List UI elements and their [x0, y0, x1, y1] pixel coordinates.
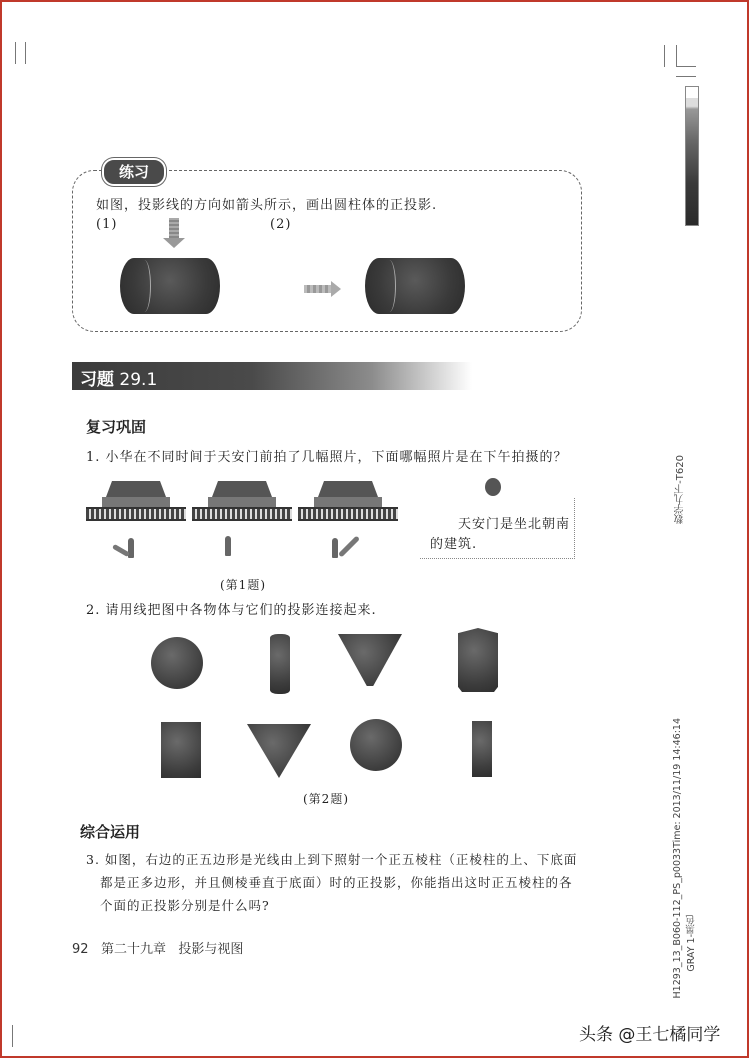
watermark: 头条 @王七橘同学 — [579, 1025, 721, 1045]
pentagonal-prism — [458, 628, 498, 692]
q2-caption: (第2题) — [303, 792, 349, 806]
pin-icon — [485, 478, 501, 496]
page-number: 92 — [72, 942, 89, 957]
section-title-apply: 综合运用 — [80, 823, 141, 841]
question-1-text: 1. 小华在不同时间于天安门前拍了几幅照片，下面哪幅照片是在下午拍摄的？ — [86, 450, 568, 465]
print-info: H1293_13_B060-112_PS_p0033Time: 2013/11/19 14:46:14 — [672, 718, 683, 999]
crop-mark — [15, 42, 16, 64]
arrow-down-icon — [169, 218, 179, 240]
q1-caption: (第1题) — [220, 578, 266, 592]
crop-mark — [676, 45, 677, 67]
crop-mark — [676, 66, 696, 67]
chapter-label: 第二十九章 — [100, 942, 166, 957]
part1-label: (1) — [96, 217, 118, 232]
print-info-2: GRAY 1-黑色 — [686, 915, 697, 972]
practice-badge: 练习 — [102, 158, 166, 186]
exercise-header — [72, 362, 472, 390]
sphere — [151, 637, 203, 689]
book-code: 数学九下-T620 — [675, 455, 686, 524]
crop-mark — [25, 42, 26, 64]
tiananmen-photo-2 — [192, 481, 292, 521]
section-title-review: 复习巩固 — [86, 418, 147, 436]
question-2-text: 2. 请用线把图中各物体与它们的投影连接起来. — [86, 603, 377, 618]
practice-instruction: 如图，投影线的方向如箭头所示，画出圆柱体的正投影. — [96, 198, 438, 213]
page-footer — [72, 938, 243, 957]
cylinder-object — [270, 634, 290, 694]
note-line-1: 天安门是坐北朝南 — [458, 517, 571, 532]
chapter-title: 投影与视图 — [178, 942, 244, 957]
rectangle-projection — [161, 722, 201, 778]
note-line-2: 的建筑. — [430, 537, 478, 552]
arrow-right-icon — [304, 285, 332, 293]
narrow-rectangle-projection — [472, 721, 492, 777]
tiananmen-photo-1 — [86, 481, 186, 521]
person-3 — [332, 538, 338, 558]
tiananmen-photo-3 — [298, 481, 398, 521]
circle-projection — [350, 719, 402, 771]
person-2 — [225, 536, 231, 556]
crop-mark — [664, 45, 665, 67]
crop-mark — [676, 76, 696, 77]
exercise-title: 习题 — [80, 370, 114, 390]
question-3-line-1: 3. 如图，右边的正五边形是光线由上到下照射一个正五棱柱（正棱柱的上、下底面 — [86, 852, 578, 867]
cylinder-1 — [120, 258, 220, 314]
exercise-number: 29.1 — [119, 370, 158, 390]
question-3-line-3: 个面的正投影分别是什么吗? — [100, 898, 270, 913]
crop-mark — [12, 1025, 13, 1047]
grayscale-bar — [685, 86, 699, 226]
cylinder-2 — [365, 258, 465, 314]
person-1 — [128, 538, 134, 558]
part2-label: (2) — [270, 217, 292, 232]
question-3-line-2: 都是正多边形，并且侧棱垂直于底面）时的正投影，你能指出这时正五棱柱的各 — [100, 875, 573, 890]
